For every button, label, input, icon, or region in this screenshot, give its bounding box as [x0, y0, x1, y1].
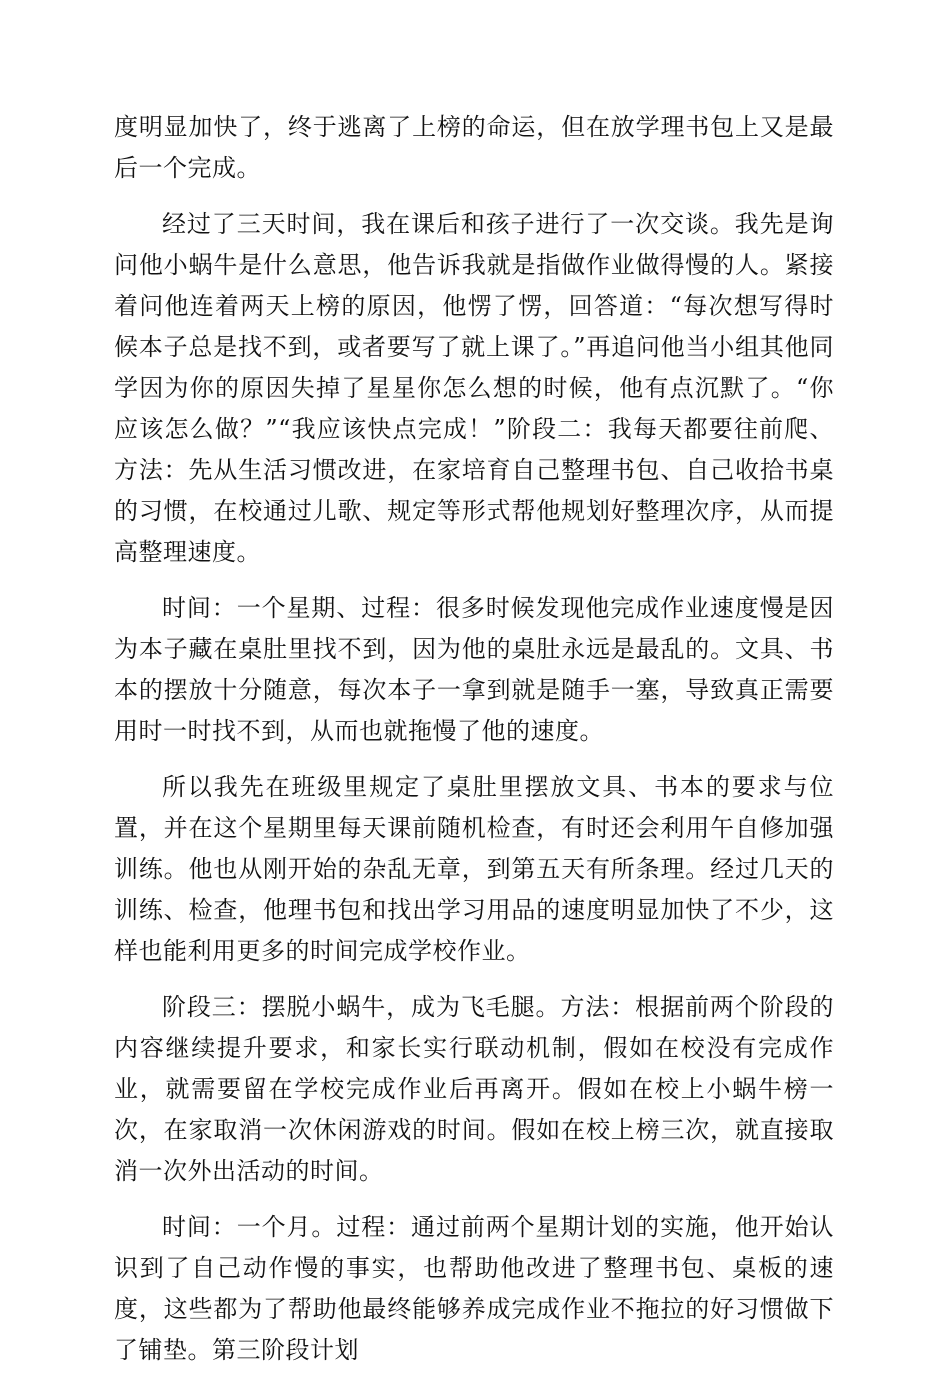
document-body — [114, 107, 834, 1386]
paragraph-continued: 度明显加快了，终于逃离了上榜的命运，但在放学理书包上又是最后一个完成。 — [114, 113, 834, 182]
paragraph-stage-three-time: 时间：一个月。过程：通过前两个星期计划的实施，他开始认识到了自己动作慢的事实，也帮助他改进了整理书包、桌板的速度，这些都为了帮助他最终能够养成完成作业不拖拉的好习惯做下了铺垫。第三阶段计划 — [114, 1213, 834, 1364]
paragraph-stage-three: 阶段三：摆脱小蜗牛，成为飞毛腿。方法：根据前两个阶段的内容继续提升要求，和家长实行联动机制，假如在校没有完成作业，就需要留在学校完成作业后再离开。假如在校上小蜗牛榜一次，在家取消一次休闲游戏的时间。假如在校上榜三次，就直接取消一次外出活动的时间。 — [114, 993, 834, 1185]
paragraph-conversation: 经过了三天时间，我在课后和孩子进行了一次交谈。我先是询问他小蜗牛是什么意思，他告诉我就是指做作业做得慢的人。紧接着问他连着两天上榜的原因，他愣了愣，回答道：“每次想写得时候本子总是找不到，或者要写了就上课了。”再追问他当小组其他同学因为你的原因失掉了星星你怎么想的时候，他有点沉默了。“你应该怎么做？”“我应该快点完成！”阶段二：我每天都要往前爬、方法：先从生活习惯改进，在家培育自己整理书包、自己收拾书桌的习惯，在校通过儿歌、规定等形式帮他规划好整理次序，从而提高整理速度。 — [114, 210, 834, 566]
paragraph-desk-rules: 所以我先在班级里规定了桌肚里摆放文具、书本的要求与位置，并在这个星期里每天课前随机检查，有时还会利用午自修加强训练。他也从刚开始的杂乱无章，到第五天有所条理。经过几天的训练、检查，他理书包和找出学习用品的速度明显加快了不少，这样也能利用更多的时间完成学校作业。 — [114, 773, 834, 965]
paragraph-stage-two-time: 时间：一个星期、过程：很多时候发现他完成作业速度慢是因为本子藏在桌肚里找不到，因为他的桌肚永远是最乱的。文具、书本的摆放十分随意，每次本子一拿到就是随手一塞，导致真正需要用时一时找不到，从而也就拖慢了他的速度。 — [114, 594, 834, 745]
